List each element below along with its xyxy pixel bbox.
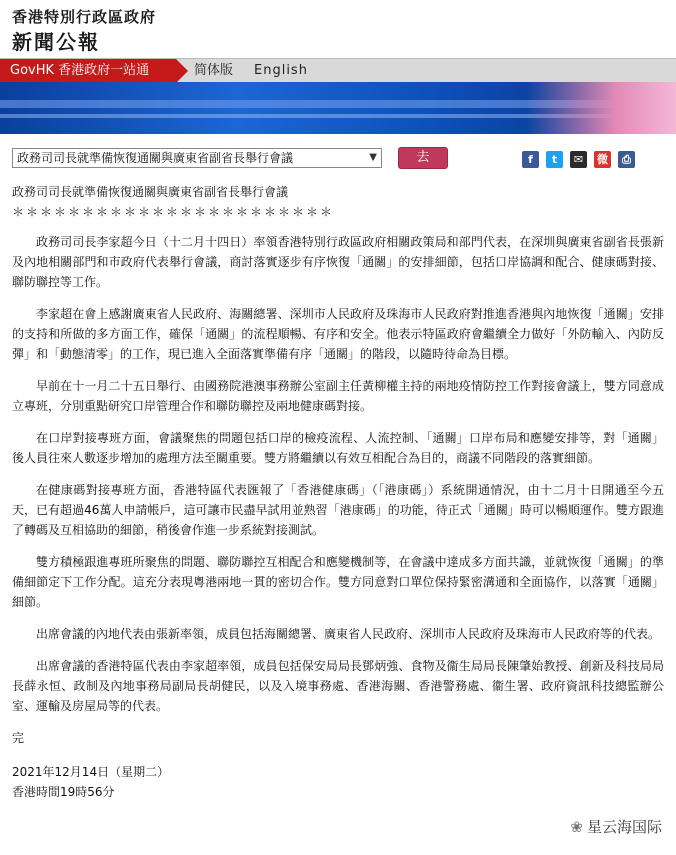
- print-icon[interactable]: ⎙: [618, 151, 635, 168]
- watermark-text: 星云海国际: [586, 818, 662, 836]
- simplified-chinese-link[interactable]: 简体版: [194, 63, 234, 78]
- article-paragraph: 在健康碼對接專班方面，香港特區代表匯報了「香港健康碼」（「港康碼」）系統開通情況，由十二月十日開通至今五天，已有超過46萬人申請帳戶，這可讓市民盡早試用並熟習「港康碼」的功能，待正式「通關」時可以暢順運作。雙方跟進了轉碼及互相協助的細節，稍後會作進一步系統對接測試。: [12, 483, 664, 537]
- article-toolbar: [0, 144, 676, 174]
- mail-icon[interactable]: ✉: [570, 151, 587, 168]
- twitter-icon[interactable]: t: [546, 151, 563, 168]
- article-body: [12, 182, 664, 802]
- press-release-select[interactable]: [12, 148, 382, 168]
- chevron-down-icon: ▼: [369, 152, 377, 163]
- banner-accent: [526, 82, 676, 134]
- go-button[interactable]: 去: [398, 147, 448, 169]
- site-title-press-releases: 新聞公報: [12, 30, 100, 54]
- site-header: [0, 0, 676, 58]
- article-paragraph: 早前在十一月二十五日舉行、由國務院港澳事務辦公室副主任黃柳權主持的兩地疫情防控工作對接會議上，雙方同意成立專班，分別重點研究口岸管理合作和聯防聯控及兩地健康碼對接。: [12, 379, 664, 413]
- article-paragraph: 雙方積極跟進專班所聚焦的問題、聯防聯控互相配合和應變機制等，在會議中達成多方面共識，並就恢復「通關」的準備細節定下工作分配。這充分表現粵港兩地一貫的密切合作。雙方同意對口單位保持緊密溝通和全面協作，以落實「通關」細節。: [12, 555, 664, 609]
- press-release-select-value: 政務司司長就準備恢復通關與廣東省副省長舉行會議: [17, 151, 294, 165]
- facebook-icon[interactable]: f: [522, 151, 539, 168]
- article-time: 香港時間19時56分: [12, 785, 115, 799]
- article-paragraph: 李家超在會上感謝廣東省人民政府、海關總署、深圳市人民政府及珠海市人民政府對推進香港與內地恢復「通關」安排的支持和所做的多方面工作，確保「通關」的流程順暢、有序和安全。他表示特區政府會繼續全力做好「外防輸入、內防反彈」和「動態清零」的工作，現已進入全面落實準備有序「通關」的階段，以隨時待命為目標。: [12, 307, 664, 361]
- top-nav-bar: [0, 58, 676, 84]
- english-link[interactable]: English: [254, 63, 308, 78]
- article-end-mark: 完: [12, 731, 25, 745]
- article-date: 2021年12月14日（星期二）: [12, 765, 170, 779]
- wechat-icon: ❀: [570, 818, 583, 836]
- watermark: [570, 816, 662, 837]
- govhk-link[interactable]: GovHK 香港政府一站通: [0, 59, 176, 83]
- article-title: 政務司司長就準備恢復通關與廣東省副省長舉行會議: [12, 185, 289, 199]
- article-paragraph: 出席會議的香港特區代表由李家超率領，成員包括保安局局長鄧炳強、食物及衞生局局長陳肇始教授、創新及科技局局長薛永恒、政制及內地事務局副局長胡健民，以及入境事務處、香港海關、香港警務處、衞生署、政府資訊科技總監辦公室、運輸及房屋局等的代表。: [12, 659, 664, 713]
- article-title-underline: ＊＊＊＊＊＊＊＊＊＊＊＊＊＊＊＊＊＊＊＊＊＊＊: [12, 205, 335, 219]
- article-paragraph: 在口岸對接專班方面，會議聚焦的問題包括口岸的檢疫流程、人流控制、「通關」口岸布局和應變安排等，對「通關」後人員往來人數逐步增加的處理方法至關重要。雙方將繼續以有效互相配合為目的，商議不同階段的落實細節。: [12, 431, 664, 465]
- article-paragraph: 政務司司長李家超今日（十二月十四日）率領香港特別行政區政府相關政策局和部門代表，在深圳與廣東省副省長張新及內地相關部門和市政府代表舉行會議，商討落實逐步有序恢復「通關」的安排細節，包括口岸協調和配合、健康碼對接、聯防聯控等工作。: [12, 235, 664, 289]
- site-title-government: 香港特別行政區政府: [12, 8, 157, 26]
- weibo-icon[interactable]: 微: [594, 151, 611, 168]
- article-paragraph: 出席會議的內地代表由張新率領，成員包括海關總署、廣東省人民政府、深圳市人民政府及珠海市人民政府等的代表。: [36, 627, 661, 641]
- header-banner: [0, 82, 676, 134]
